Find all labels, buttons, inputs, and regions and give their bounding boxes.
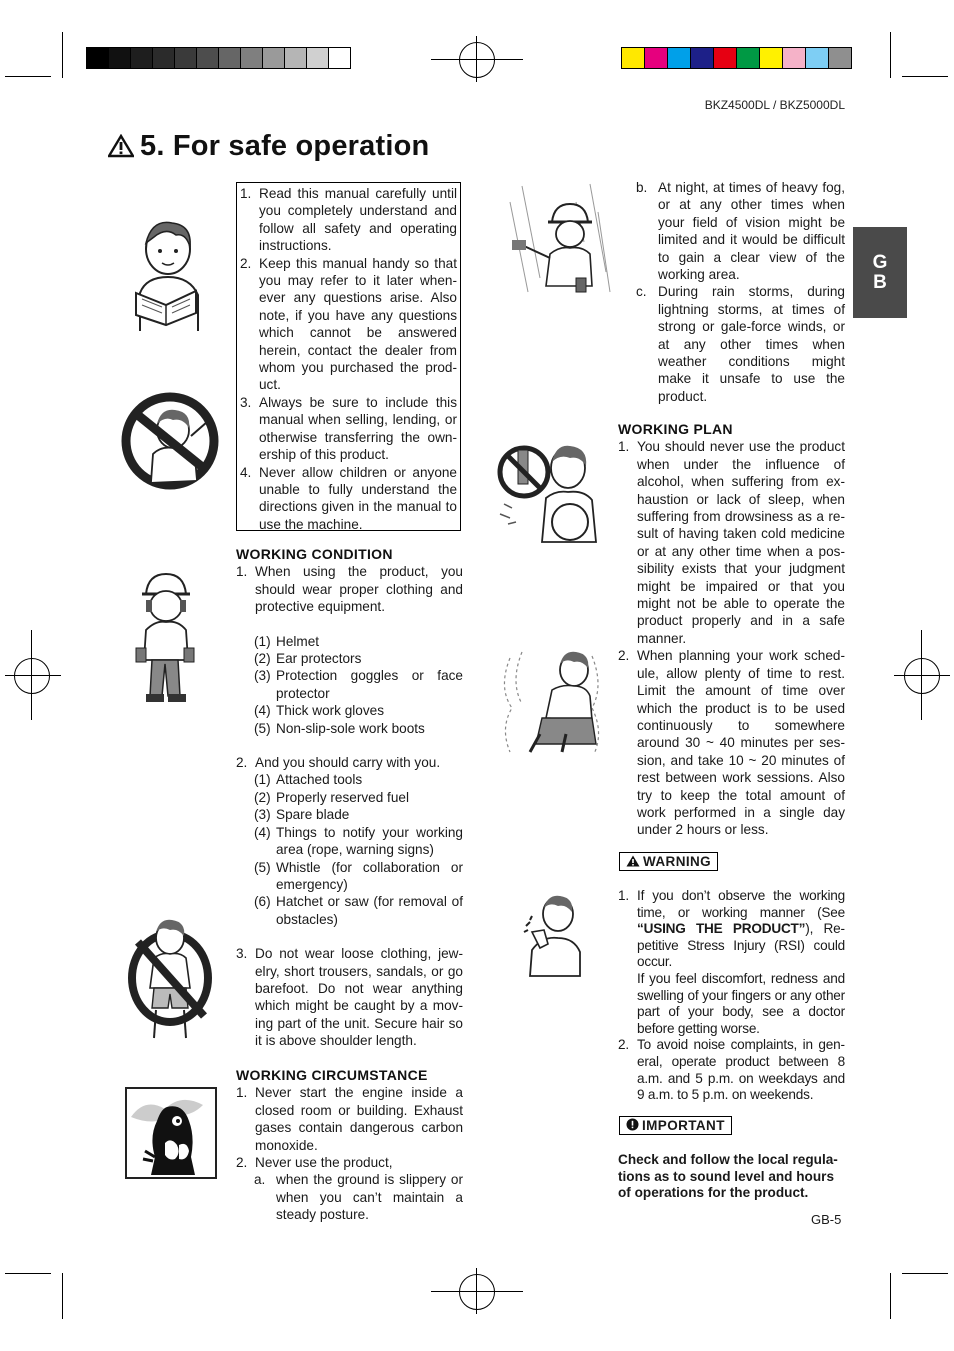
color-swatch — [622, 48, 645, 68]
list-text: Thick work gloves — [276, 703, 385, 719]
exhausted-person-illustration — [496, 648, 606, 758]
working-plan-section — [618, 421, 845, 839]
list-number: 2. — [240, 255, 252, 271]
page-number: GB-5 — [811, 1212, 842, 1227]
color-swatch — [285, 48, 307, 68]
color-swatch — [760, 48, 783, 68]
color-swatch — [131, 48, 153, 68]
list-subitem — [236, 859, 463, 894]
page-title-text: 5. For safe operation — [140, 130, 430, 162]
list-item: 2. When planning your work schedule, allow plenty of time to rest. Limit the amount of time over which the product is to be used continuously to somewhere around 30 ~ 40 minutes per session, and take 10 ~ 20 minutes of rest between work sessions. Also try to keep the total amount of work performed in a single day under 2 hours or less. — [618, 648, 845, 838]
language-tab-letter-1: G — [872, 251, 888, 273]
rain-storm-illustration — [506, 182, 612, 300]
color-swatch — [783, 48, 806, 68]
protective-gear-illustration — [132, 570, 198, 706]
color-swatch — [197, 48, 219, 68]
list-text: Spare blade — [276, 807, 350, 823]
list-subitem — [236, 633, 463, 650]
list-item — [240, 255, 457, 394]
list-text: Helmet — [276, 633, 320, 649]
list-subitem — [236, 771, 463, 788]
list-text: Keep this manual handy so that you may refer to it later whenever any questions arise. Also note, if you have any questions which cannot be answered herein, contact the dealer from whom you purchased the product. — [259, 255, 457, 393]
list-text: Never allow children or anyone unable to fully understand the directions given in the manual to use the machine. — [259, 464, 457, 532]
list-number: (2) — [254, 789, 271, 805]
list-subitem — [236, 789, 463, 806]
list-number: (5) — [254, 720, 271, 736]
list-number: (6) — [254, 894, 271, 910]
list-number: (3) — [254, 668, 271, 684]
list-item: 1. When using the product, you should wear proper clothing and protective equipment. — [236, 564, 463, 615]
color-swatch — [668, 48, 691, 68]
list-subitem — [236, 650, 463, 667]
color-swatch — [153, 48, 175, 68]
color-swatch — [829, 48, 851, 68]
warning-triangle-icon — [626, 855, 640, 867]
working-circumstance-continued — [618, 179, 845, 405]
list-text: Always be sure to include this manual when selling, lending, or otherwise transferring the ownership of this product. — [259, 394, 457, 463]
color-swatch — [219, 48, 241, 68]
warning-section — [618, 888, 845, 1104]
list-text: Attached tools — [276, 772, 363, 788]
important-label: IMPORTANT — [619, 1116, 732, 1135]
color-swatch — [691, 48, 714, 68]
list-item: 1. If you don’t observe the working time, or working manner (See “USING THE PRODUCT”), Repetitive Stress Injury (RSI) could occur. If you feel discomfort, redness and swelling of your fingers or any other part of your body, see a doctor before getting worse. — [618, 888, 845, 1036]
important-text: Check and follow the local regulations as to sound level and hours of operations for the product. — [618, 1152, 838, 1201]
list-item: 1. You should never use the product when under the influence of alcohol, when suffering from exhaustion or lack of sleep, when suffering from drowsiness as a result of having taken cold medicine or at any other time when a possibility exists that your judgment might be impaired or that you might not be able to operate the product properly and in a safe manner. — [618, 439, 845, 646]
color-swatch — [714, 48, 737, 68]
color-swatch — [645, 48, 668, 68]
list-number: 1. — [240, 186, 252, 201]
language-tab-letter-2: B — [873, 271, 887, 293]
list-subitem — [236, 667, 463, 702]
no-loose-clothing-illustration — [126, 918, 214, 1048]
list-number: (1) — [254, 772, 271, 788]
list-subitem — [236, 702, 463, 719]
list-text: Things to notify your working area (rope, warning signs) — [276, 824, 463, 858]
list-number: 3. — [240, 394, 252, 410]
color-swatch — [109, 48, 131, 68]
color-swatch — [87, 48, 109, 68]
working-condition-heading: WORKING CONDITION — [236, 546, 393, 562]
language-tab — [853, 227, 907, 318]
no-alcohol-illustration — [496, 438, 606, 544]
intro-box — [236, 182, 461, 531]
list-number: (4) — [254, 703, 271, 719]
list-item: 2. Never use the product, — [236, 1155, 393, 1171]
color-swatch — [737, 48, 760, 68]
warning-label: WARNING — [619, 852, 718, 871]
list-item — [240, 185, 457, 255]
list-item: 2. And you should carry with you. — [236, 755, 441, 771]
grayscale-color-bar — [86, 47, 351, 69]
color-swatch — [263, 48, 285, 68]
color-swatch — [307, 48, 329, 68]
list-item: 3. Do not wear loose clothing, jewelry, short trousers, sandals, or go barefoot. Do not wear anything which might be caught by a moving part of the unit. Secure hair so it is above shoulder length. — [236, 946, 463, 1049]
exclamation-circle-icon — [626, 1118, 639, 1131]
process-color-bar — [621, 47, 852, 69]
no-children-illustration — [121, 392, 219, 490]
list-number: (5) — [254, 859, 271, 875]
color-swatch — [329, 48, 350, 68]
sore-hand-illustration — [522, 892, 582, 978]
list-number: (3) — [254, 807, 271, 823]
working-circumstance-heading: WORKING CIRCUMSTANCE — [236, 1067, 428, 1083]
working-condition-section — [236, 546, 463, 1050]
list-item: 2. To avoid noise complaints, in general, operate product between 8 a.m. and 5 p.m. on weekdays and 9 a.m. to 5 p.m. on weekends. — [618, 1037, 845, 1103]
list-number: (2) — [254, 651, 271, 667]
color-swatch — [175, 48, 197, 68]
list-subitem: a. when the ground is slippery or when you can’t maintain a steady posture. — [254, 1172, 463, 1223]
list-text: Properly reserved fuel — [276, 789, 409, 805]
list-subitem — [236, 893, 463, 928]
list-item — [240, 394, 457, 464]
color-swatch — [806, 48, 829, 68]
list-text: Hatchet or saw (for removal of obstacles) — [276, 894, 463, 927]
list-subitem: c. During rain storms, during lightning storms, at times of strong or gale-force winds, or at any other times when weather conditions might make it unsafe to use the product. — [636, 284, 845, 404]
list-item: 1. Never start the engine inside a closed room or building. Exhaust gases contain dangerous carbon monoxide. — [236, 1085, 463, 1153]
working-plan-heading: WORKING PLAN — [618, 421, 733, 437]
exhaust-gas-illustration — [125, 1087, 217, 1179]
list-subitem — [236, 720, 463, 737]
list-number: (4) — [254, 824, 271, 840]
list-subitem — [236, 806, 463, 823]
list-subitem — [236, 824, 463, 859]
list-text: Non-slip-sole work boots — [276, 720, 425, 736]
list-number: 4. — [240, 464, 252, 480]
color-swatch — [241, 48, 263, 68]
list-text: Protection goggles or face protector — [276, 668, 463, 701]
reading-person-illustration — [126, 213, 208, 333]
list-text: Ear protectors — [276, 651, 362, 667]
list-number: (1) — [254, 633, 271, 649]
list-text: Whistle (for collaboration or emergency) — [276, 859, 463, 892]
page-title — [108, 130, 429, 163]
working-circumstance-section — [236, 1067, 463, 1224]
list-item — [240, 464, 457, 534]
model-number: BKZ4500DL / BKZ5000DL — [704, 98, 845, 112]
list-text: Read this manual carefully until you completely understand and follow all safety and operating instructions. — [259, 186, 457, 254]
list-subitem: b. At night, at times of heavy fog, or at any other times when your field of vision might be limited and it would be difficult to gain a clear view of the working area. — [636, 180, 845, 283]
warning-triangle-icon — [108, 134, 134, 158]
